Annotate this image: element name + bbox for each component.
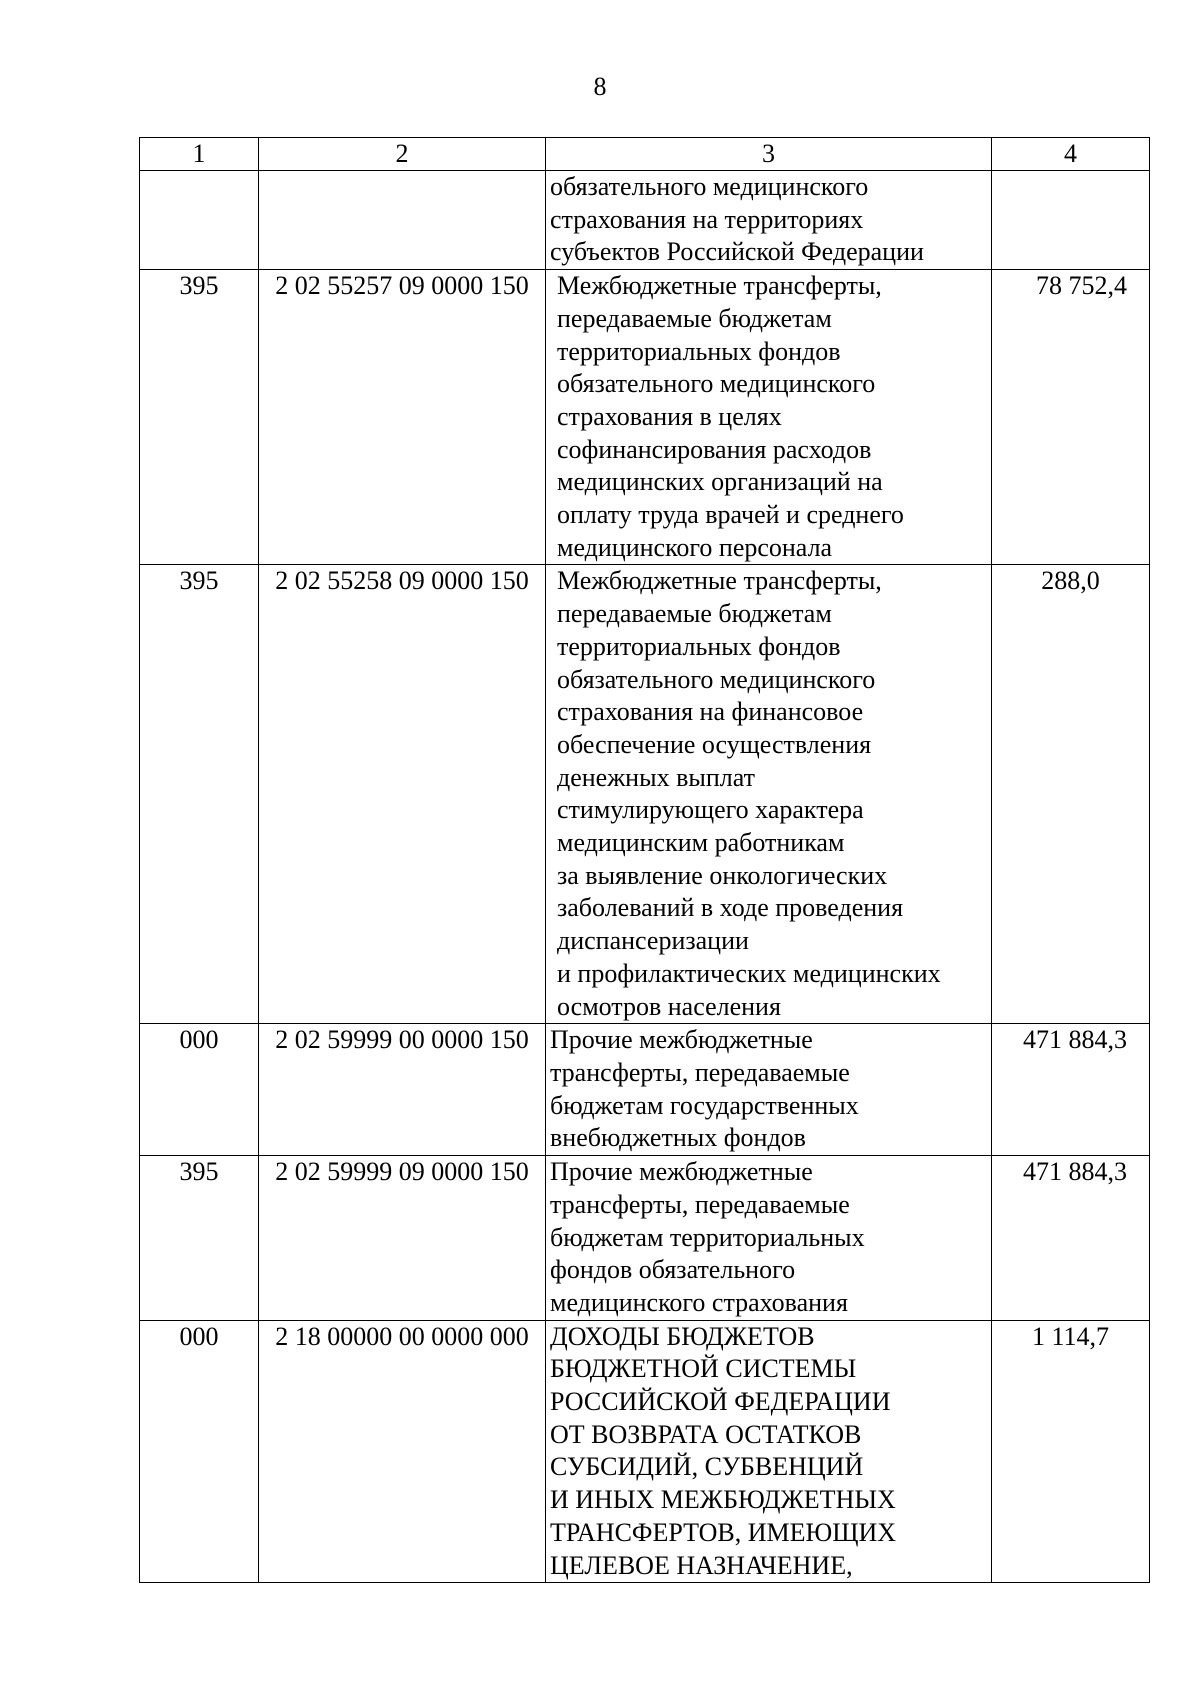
table-row	[140, 1320, 1150, 1583]
column-header-2: 2	[259, 138, 546, 171]
description-line: обязательного медицинского	[557, 664, 876, 694]
admin-code-cell: 395	[140, 565, 259, 1024]
description-line: БЮДЖЕТНОЙ СИСТЕМЫ	[550, 1354, 857, 1384]
table-row	[140, 1024, 1150, 1156]
description-line: ТРАНСФЕРТОВ, ИМЕЮЩИХ	[550, 1517, 897, 1547]
amount-cell: 471 884,3	[992, 1156, 1150, 1321]
description-line: за выявление онкологических	[557, 860, 888, 890]
description-line: передаваемые бюджетам	[557, 303, 832, 333]
column-header-1: 1	[140, 138, 259, 171]
description-line: медицинского персонала	[557, 532, 833, 562]
table-row	[140, 270, 1150, 565]
description-line: Прочие межбюджетные	[550, 1025, 813, 1055]
description-line: РОССИЙСКОЙ ФЕДЕРАЦИИ	[550, 1387, 891, 1417]
description-cell	[546, 565, 992, 1024]
admin-code-cell: 000	[140, 1320, 259, 1583]
description-line: ЦЕЛЕВОЕ НАЗНАЧЕНИЕ,	[550, 1550, 853, 1580]
description-line: софинансирования расходов	[557, 434, 872, 464]
description-line: СУБСИДИЙ, СУБВЕНЦИЙ	[550, 1452, 864, 1482]
description-line: страхования на финансовое	[557, 697, 864, 727]
table-row	[140, 1156, 1150, 1321]
description-line: трансферты, передаваемые	[550, 1057, 850, 1087]
description-line: страхования на территориях	[550, 204, 864, 234]
column-header-3: 3	[546, 138, 992, 171]
description-line: трансферты, передаваемые	[550, 1189, 850, 1219]
amount-cell: 471 884,3	[992, 1024, 1150, 1156]
description-line: медицинским работникам	[557, 828, 845, 858]
description-line: оплату труда врачей и среднего	[557, 500, 904, 530]
budget-code-cell: 2 18 00000 00 0000 000	[259, 1320, 546, 1583]
description-line: фондов обязательного	[550, 1255, 796, 1285]
amount-cell: 78 752,4	[992, 270, 1150, 565]
description-line: ОТ ВОЗВРАТА ОСТАТКОВ	[550, 1419, 862, 1449]
admin-code-cell: 395	[140, 1156, 259, 1321]
description-line: территориальных фондов	[557, 631, 841, 661]
admin-code-cell: 000	[140, 1024, 259, 1156]
description-cell	[546, 1156, 992, 1321]
description-cell	[546, 171, 992, 270]
description-line: Межбюджетные трансферты,	[557, 566, 882, 596]
admin-code-cell: 395	[140, 270, 259, 565]
description-line: бюджетам территориальных	[550, 1222, 865, 1252]
description-line: медицинских организаций на	[557, 467, 883, 497]
description-line: обязательного медицинского	[557, 369, 876, 399]
description-line: денежных выплат	[557, 762, 755, 792]
description-line: обеспечение осуществления	[557, 729, 872, 759]
description-line: бюджетам государственных	[550, 1090, 859, 1120]
admin-code-cell	[140, 171, 259, 270]
description-line: диспансеризации	[557, 926, 749, 956]
table-row	[140, 171, 1150, 270]
description-line: Прочие межбюджетные	[550, 1157, 813, 1187]
description-line: медицинского страхования	[550, 1287, 848, 1317]
amount-cell: 1 114,7	[992, 1320, 1150, 1583]
description-line: заболеваний в ходе проведения	[557, 893, 904, 923]
budget-code-cell: 2 02 59999 09 0000 150	[259, 1156, 546, 1321]
description-cell	[546, 1024, 992, 1156]
column-header-4: 4	[992, 138, 1150, 171]
description-line: Межбюджетные трансферты,	[557, 271, 882, 301]
description-line: обязательного медицинского	[550, 172, 869, 201]
description-line: территориальных фондов	[557, 336, 841, 366]
description-line: И ИНЫХ МЕЖБЮДЖЕТНЫХ	[550, 1485, 896, 1515]
description-line: ДОХОДЫ БЮДЖЕТОВ	[550, 1321, 815, 1351]
budget-code-cell: 2 02 55258 09 0000 150	[259, 565, 546, 1024]
description-line: и профилактических медицинских	[557, 958, 941, 988]
description-line: передаваемые бюджетам	[557, 599, 832, 629]
budget-code-cell: 2 02 55257 09 0000 150	[259, 270, 546, 565]
description-cell	[546, 1320, 992, 1583]
budget-code-cell	[259, 171, 546, 270]
page-number: 8	[593, 72, 607, 101]
description-line: осмотров населения	[557, 991, 781, 1021]
description-line: внебюджетных фондов	[550, 1123, 806, 1153]
budget-code-cell: 2 02 59999 00 0000 150	[259, 1024, 546, 1156]
budget-revenue-table	[139, 137, 1150, 1583]
amount-cell: 288,0	[992, 565, 1150, 1024]
table-header-row	[140, 138, 1150, 171]
description-line: субъектов Российской Федерации	[550, 237, 924, 267]
table-row	[140, 565, 1150, 1024]
description-line: стимулирующего характера	[557, 795, 864, 825]
description-line: страхования в целях	[557, 401, 782, 431]
description-cell	[546, 270, 992, 565]
amount-cell	[992, 171, 1150, 270]
